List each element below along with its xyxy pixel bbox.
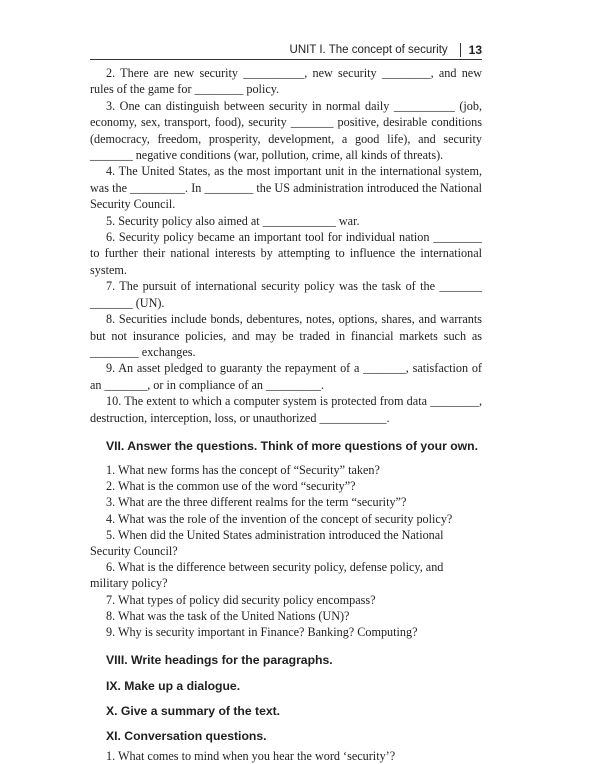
exercise-item: 6. Security policy became an important tool for individual nation ________ to further their national interests by attempting to influence the international system. bbox=[90, 230, 482, 277]
section-vii-heading: VII. Answer the questions. Think of more questions of your own. bbox=[106, 438, 478, 453]
exercise-item: 4. The United States, as the most important unit in the international system, was the _________. In ________ the US administration introduced the National Security Council. bbox=[90, 164, 482, 212]
exercise-item: 2. There are new security __________, new security ________, and new rules of the game for ________ policy. bbox=[90, 66, 482, 97]
question-item: 8. What was the task of the United Nations (UN)? bbox=[106, 608, 350, 623]
header-rule bbox=[90, 59, 482, 60]
exercise-item: 8. Securities include bonds, debentures, notes, options, shares, and warrants but not insurance policies, and may be traded in financial markets such as ________ exchanges. bbox=[90, 312, 482, 359]
question-item: 1. What comes to mind when you hear the word ‘security’? bbox=[106, 749, 396, 764]
section-ix-heading: IX. Make up a dialogue. bbox=[106, 679, 241, 694]
question-item: 3. What are the three different realms for the term “security”? bbox=[106, 495, 407, 510]
exercise-fill-in bbox=[90, 65, 482, 426]
section-viii-heading: VIII. Write headings for the paragraphs. bbox=[106, 653, 333, 668]
question-item: 6. What is the difference between security policy, defense policy, and military policy? bbox=[90, 560, 444, 591]
question-item: 5. When did the United States administration introduced the National Security Council? bbox=[90, 527, 444, 558]
question-item: 4. What was the role of the invention of the concept of security policy? bbox=[106, 511, 453, 526]
header-separator bbox=[460, 43, 461, 57]
exercise-item: 7. The pursuit of international security policy was the task of the _______ _______ (UN). bbox=[90, 279, 482, 310]
section-vii-questions bbox=[90, 462, 482, 640]
question-item: 9. Why is security important in Finance? Banking? Computing? bbox=[106, 624, 418, 639]
unit-title: UNIT I. The concept of security bbox=[289, 44, 448, 56]
exercise-item: 9. An asset pledged to guaranty the repayment of a _______, satisfaction of an _______, or in compliance of an _________. bbox=[90, 361, 482, 392]
running-header bbox=[90, 40, 482, 60]
section-xi-heading: XI. Conversation questions. bbox=[106, 729, 267, 744]
section-x-heading: X. Give a summary of the text. bbox=[106, 704, 281, 719]
page-number: 13 bbox=[468, 43, 482, 57]
question-item: 2. What is the common use of the word “security”? bbox=[106, 479, 356, 494]
section-xi-questions bbox=[90, 748, 482, 764]
exercise-item: 10. The extent to which a computer system is protected from data ________, destruction, interception, loss, or unauthorized ___________. bbox=[90, 394, 482, 425]
exercise-item: 3. One can distinguish between security in normal daily __________ (job, economy, sex, transport, food), security _______ positive, desirable conditions (democracy, freedom, prosperity, development, a good life), and security _______ negative conditions (war, pollution, crime, all kinds of threats). bbox=[90, 98, 482, 163]
exercise-item: 5. Security policy also aimed at ____________ war. bbox=[106, 213, 360, 228]
page-body bbox=[90, 65, 482, 764]
question-item: 7. What types of policy did security policy encompass? bbox=[106, 592, 376, 607]
question-item: 1. What new forms has the concept of “Security” taken? bbox=[106, 462, 380, 477]
